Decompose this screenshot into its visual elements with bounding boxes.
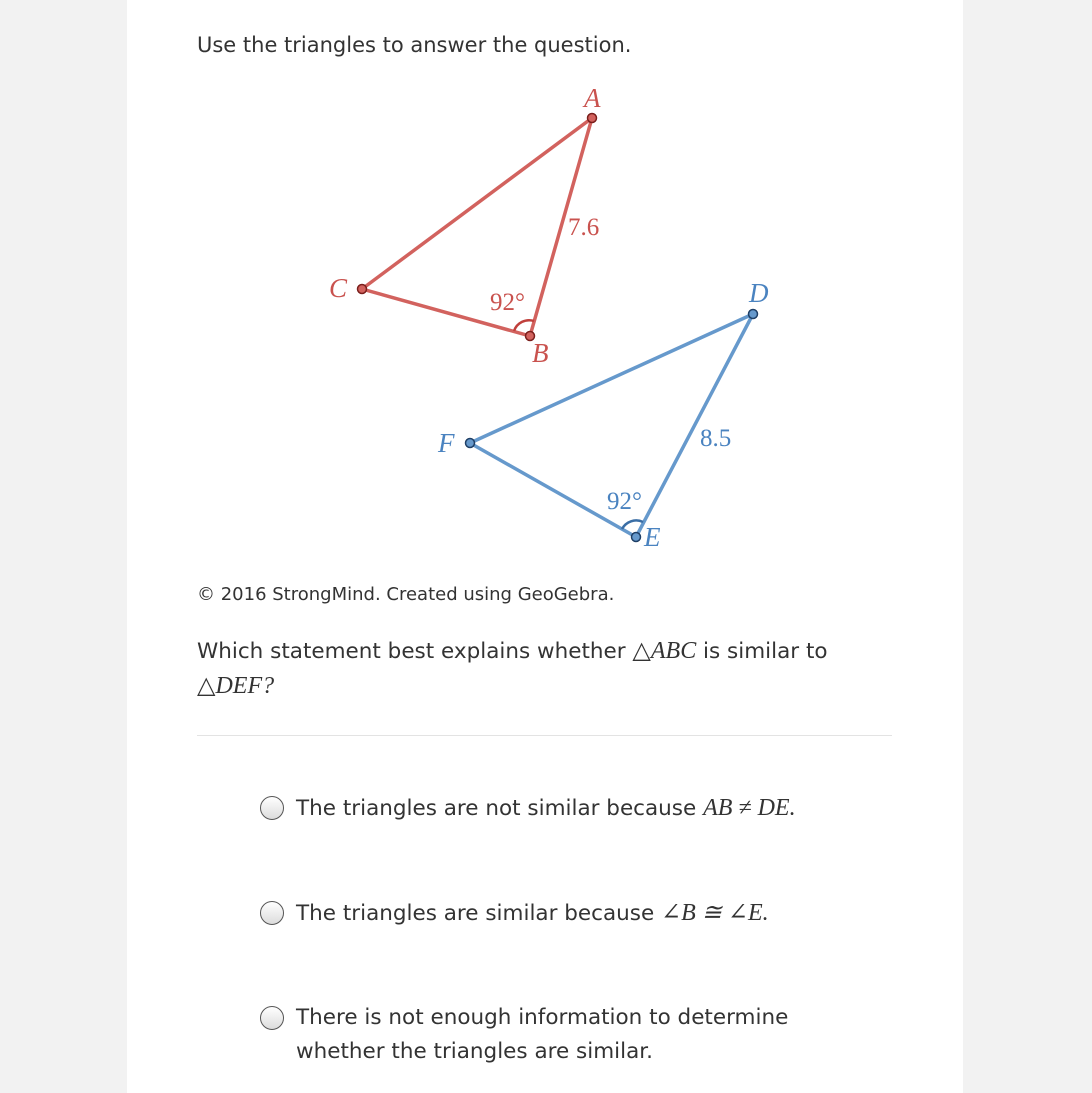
triangle-def <box>437 278 769 552</box>
side-ab-length: 7.6 <box>568 214 600 241</box>
point-e <box>632 533 641 542</box>
angle-e-measure: 92° <box>607 488 642 515</box>
label-b: B <box>532 338 549 368</box>
answer-option-label: The triangles are similar because ∠B ≅ ∠E. <box>296 900 769 926</box>
label-f: F <box>438 428 455 458</box>
question-prefix: Which statement best explains whether <box>197 639 633 664</box>
triangles-figure <box>127 0 963 570</box>
answer-option-label: The triangles are not similar because AB ≠ DE. <box>296 795 796 821</box>
answer-option-1[interactable] <box>260 791 860 825</box>
divider <box>197 735 892 736</box>
point-f <box>466 439 475 448</box>
triangle-abc <box>329 83 601 368</box>
triangle-abc-symbol: △ABC <box>632 638 697 664</box>
question-middle: is similar to <box>696 639 828 664</box>
answer-option-label: There is not enough information to determine whether the triangles are similar. <box>296 1005 789 1064</box>
label-a: A <box>584 83 601 113</box>
question-text <box>197 634 877 704</box>
point-d <box>749 310 758 319</box>
question-page <box>127 0 963 1093</box>
instruction-text: Use the triangles to answer the question. <box>197 33 632 57</box>
radio-button[interactable] <box>260 901 284 925</box>
copyright-credit: © 2016 StrongMind. Created using GeoGebra. <box>197 584 615 605</box>
question-suffix: ? <box>262 673 275 699</box>
answer-option-3[interactable] <box>260 1001 860 1069</box>
label-e: E <box>644 522 661 552</box>
angle-b-measure: 92° <box>490 289 525 316</box>
point-a <box>588 114 597 123</box>
radio-button[interactable] <box>260 796 284 820</box>
radio-button[interactable] <box>260 1006 284 1030</box>
label-d: D <box>749 278 769 308</box>
point-c <box>358 285 367 294</box>
triangle-abc-sides <box>362 118 592 336</box>
triangle-def-symbol: △DEF <box>197 673 263 699</box>
answer-option-2[interactable] <box>260 896 860 930</box>
side-de-length: 8.5 <box>700 425 732 452</box>
label-c: C <box>329 273 348 303</box>
